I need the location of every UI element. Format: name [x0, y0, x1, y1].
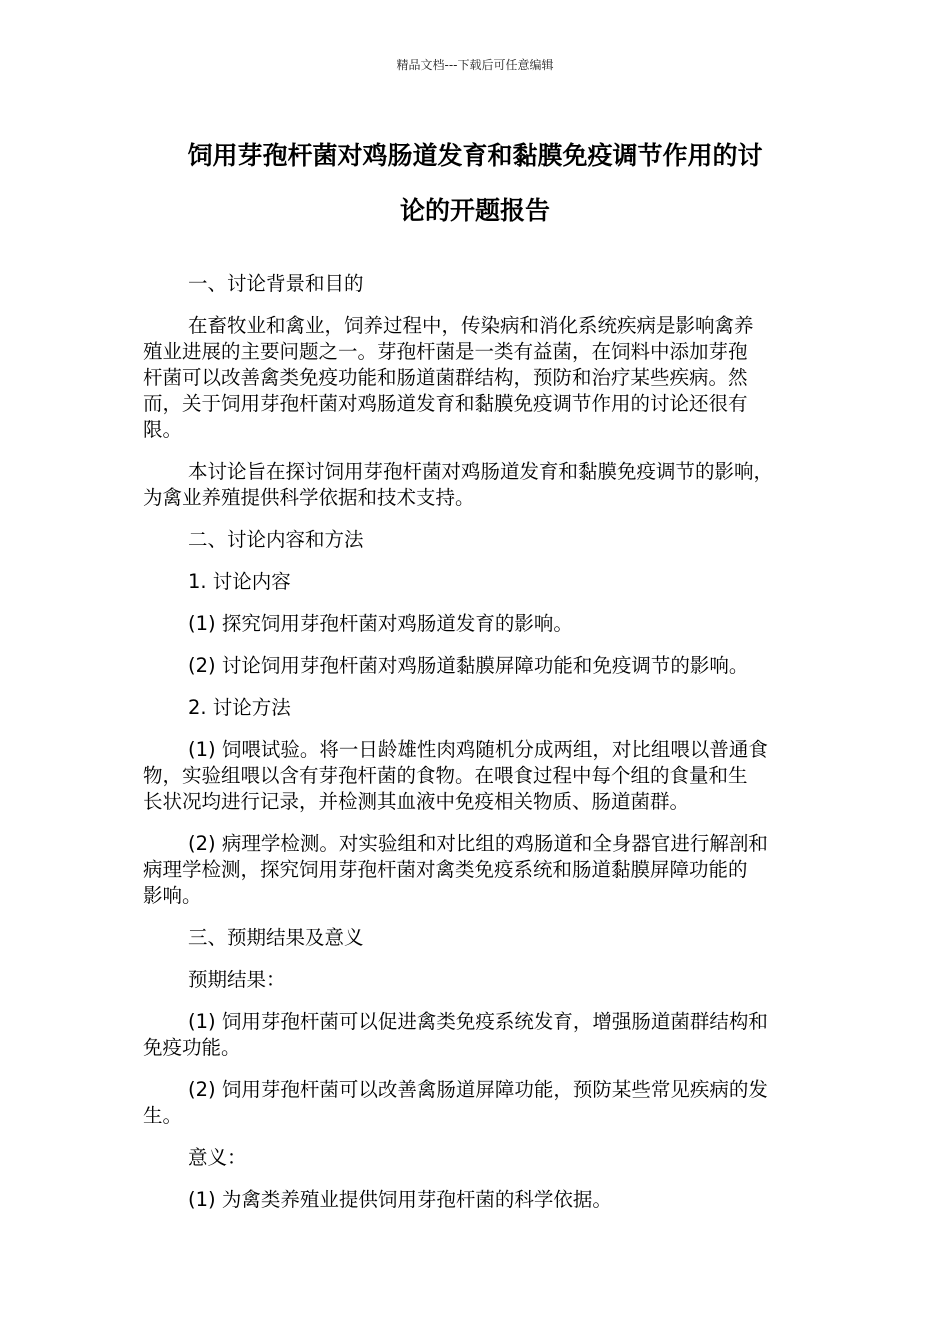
list-item-significance-1 — [143, 1187, 807, 1213]
paragraph-background — [143, 313, 807, 443]
text-line: 免疫功能。 — [143, 1036, 241, 1059]
list-item-result-1 — [143, 1009, 807, 1061]
title-line-1: 饲用芽孢杆菌对鸡肠道发育和黏膜免疫调节作用的讨 — [187, 141, 763, 170]
text-line: 生。 — [143, 1104, 183, 1127]
section-heading-background — [143, 271, 807, 297]
section-heading-content-methods — [143, 527, 807, 553]
paragraph-purpose — [143, 459, 807, 511]
text-line: 而，关于饲用芽孢杆菌对鸡肠道发育和黏膜免疫调节作用的讨论还很有 — [143, 392, 748, 415]
list-item-result-2 — [143, 1077, 807, 1129]
text-line: 在畜牧业和禽业，饲养过程中，传染病和消化系统疾病是影响禽养 — [188, 314, 754, 337]
text-line: 1. 讨论内容 — [188, 570, 291, 593]
list-item-method-2 — [143, 831, 807, 909]
document-body — [143, 271, 807, 1229]
text-line: 预期结果： — [188, 968, 286, 991]
text-line: 三、预期结果及意义 — [188, 926, 364, 949]
text-line: (1) 饲用芽孢杆菌可以促进禽类免疫系统发育，增强肠道菌群结构和 — [188, 1010, 768, 1033]
text-line: 意义： — [188, 1146, 247, 1169]
text-line: 物，实验组喂以含有芽孢杆菌的食物。在喂食过程中每个组的食量和生 — [143, 764, 748, 787]
list-item-content-2 — [143, 653, 807, 679]
text-line: (1) 饲喂试验。将一日龄雄性肉鸡随机分成两组，对比组喂以普通食 — [188, 738, 768, 761]
text-line: 病理学检测，探究饲用芽孢杆菌对禽类免疫系统和肠道黏膜屏障功能的 — [143, 858, 748, 881]
text-line: (2) 讨论饲用芽孢杆菌对鸡肠道黏膜屏障功能和免疫调节的影响。 — [188, 654, 749, 677]
title-line-2: 论的开题报告 — [399, 196, 550, 225]
text-line: 2. 讨论方法 — [188, 696, 291, 719]
text-line: (1) 为禽类养殖业提供饲用芽孢杆菌的科学依据。 — [188, 1188, 612, 1211]
text-line: 限。 — [143, 418, 183, 441]
document-title — [143, 128, 807, 238]
text-line: 殖业进展的主要问题之一。芽孢杆菌是一类有益菌，在饲料中添加芽孢 — [143, 340, 748, 363]
text-line: 长状况均进行记录，并检测其血液中免疫相关物质、肠道菌群。 — [143, 790, 690, 813]
text-line: (2) 病理学检测。对实验组和对比组的鸡肠道和全身器官进行解剖和 — [188, 832, 768, 855]
text-line: 本讨论旨在探讨饲用芽孢杆菌对鸡肠道发育和黏膜免疫调节的影响， — [188, 460, 774, 483]
subheading-significance — [143, 1145, 807, 1171]
subheading-methods — [143, 695, 807, 721]
text-line: (2) 饲用芽孢杆菌可以改善禽肠道屏障功能，预防某些常见疾病的发 — [188, 1078, 768, 1101]
text-line: 为禽业养殖提供科学依据和技术支持。 — [143, 486, 475, 509]
list-item-method-1 — [143, 737, 807, 815]
list-item-content-1 — [143, 611, 807, 637]
text-line: 二、讨论内容和方法 — [188, 528, 364, 551]
section-heading-results — [143, 925, 807, 951]
text-line: 杆菌可以改善禽类免疫功能和肠道菌群结构，预防和治疗某些疾病。然 — [143, 366, 748, 389]
subheading-expected-results — [143, 967, 807, 993]
text-line: 影响。 — [143, 884, 202, 907]
text-line: 一、讨论背景和目的 — [188, 272, 364, 295]
subheading-content — [143, 569, 807, 595]
text-line: (1) 探究饲用芽孢杆菌对鸡肠道发育的影响。 — [188, 612, 573, 635]
page-header: 精品文档---下载后可任意编辑 — [396, 58, 554, 72]
